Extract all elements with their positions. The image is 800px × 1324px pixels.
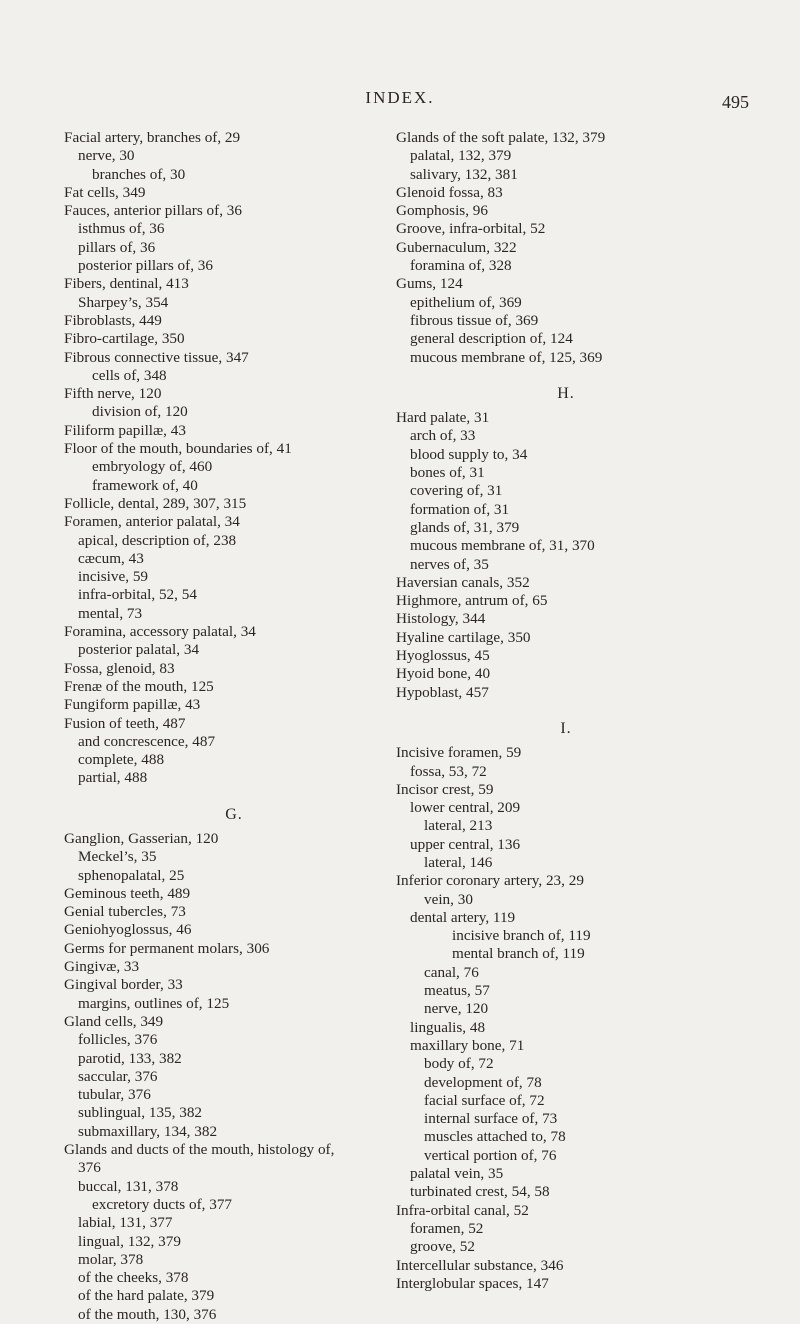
index-subentry: follicles, 376 xyxy=(78,1031,158,1049)
index-entry: Glands and ducts of the mouth, histology of, xyxy=(64,1141,335,1159)
index-subentry: buccal, 131, 378 xyxy=(78,1177,179,1195)
index-subentry: framework of, 40 xyxy=(92,476,198,494)
index-subentry: division of, 120 xyxy=(92,403,188,421)
index-subentry: cells of, 348 xyxy=(92,366,167,384)
index-subentry: mental, 73 xyxy=(78,604,143,622)
index-subentry: of the hard palate, 379 xyxy=(78,1287,215,1305)
index-entry: Incisive foramen, 59 xyxy=(396,744,522,762)
index-subentry: covering of, 31 xyxy=(410,482,503,500)
index-subentry: bones of, 31 xyxy=(410,464,485,482)
index-subentry: complete, 488 xyxy=(78,751,165,769)
index-entry: Glenoid fossa, 83 xyxy=(396,183,503,201)
index-entry: Gomphosis, 96 xyxy=(396,202,488,220)
index-entry: Fibers, dentinal, 413 xyxy=(64,275,189,293)
index-subentry: lower central, 209 xyxy=(410,799,521,817)
index-entry: Facial artery, branches of, 29 xyxy=(64,129,241,146)
index-entry: Highmore, antrum of, 65 xyxy=(396,592,548,610)
index-entry: Foramina, accessory palatal, 34 xyxy=(64,623,256,641)
index-subentry: lingual, 132, 379 xyxy=(78,1232,181,1250)
index-entry: Germs for permanent molars, 306 xyxy=(64,939,270,957)
index-entry: Fauces, anterior pillars of, 36 xyxy=(64,202,242,220)
index-subentry: sphenopalatal, 25 xyxy=(78,866,185,884)
index-subentry: of the cheeks, 378 xyxy=(78,1269,189,1287)
index-entry: Fossa, glenoid, 83 xyxy=(64,659,175,677)
index-subentry: salivary, 132, 381 xyxy=(410,165,518,183)
index-entry-continuation: 376 xyxy=(78,1159,101,1177)
index-entry: Frenæ of the mouth, 125 xyxy=(64,677,214,695)
index-subentry: isthmus of, 36 xyxy=(78,220,165,238)
index-entry: Genial tubercles, 73 xyxy=(64,903,186,921)
section-letter-heading: I. xyxy=(560,719,572,737)
index-subentry: muscles attached to, 78 xyxy=(424,1128,566,1146)
index-entry: Gums, 124 xyxy=(396,275,463,293)
index-subentry: fossa, 53, 72 xyxy=(410,762,487,780)
index-subentry: of the mouth, 130, 376 xyxy=(78,1305,217,1323)
index-entry: Floor of the mouth, boundaries of, 41 xyxy=(64,440,292,458)
page-number: 495 xyxy=(722,92,749,112)
index-subentry: pillars of, 36 xyxy=(78,238,156,256)
index-subentry: and concrescence, 487 xyxy=(78,732,216,750)
index-subentry: canal, 76 xyxy=(424,963,479,981)
index-subentry: partial, 488 xyxy=(78,769,148,787)
index-subentry: groove, 52 xyxy=(410,1238,475,1256)
index-subentry: nerve, 30 xyxy=(78,147,135,165)
index-subentry: maxillary bone, 71 xyxy=(410,1036,525,1054)
index-entry: Intercellular substance, 346 xyxy=(396,1256,564,1274)
index-entry: Filiform papillæ, 43 xyxy=(64,421,186,439)
index-entry: Geminous teeth, 489 xyxy=(64,884,191,902)
index-entry: Groove, infra-orbital, 52 xyxy=(396,220,546,238)
index-subentry: nerve, 120 xyxy=(424,1000,489,1018)
index-entry: Hypoblast, 457 xyxy=(396,683,489,701)
index-entry: Hyoid bone, 40 xyxy=(396,665,491,683)
index-subentry: palatal vein, 35 xyxy=(410,1165,504,1183)
index-subentry: saccular, 376 xyxy=(78,1067,158,1085)
index-entry: Glands of the soft palate, 132, 379 xyxy=(396,129,606,146)
index-subentry: formation of, 31 xyxy=(410,500,510,518)
index-subentry: meatus, 57 xyxy=(424,982,490,1000)
index-subentry: excretory ducts of, 377 xyxy=(92,1195,233,1213)
index-entry: Fungiform papillæ, 43 xyxy=(64,696,201,714)
index-subentry: general description of, 124 xyxy=(410,330,573,348)
index-subentry: Sharpey’s, 354 xyxy=(78,293,169,311)
index-subentry: branches of, 30 xyxy=(92,165,186,183)
index-subentry: infra-orbital, 52, 54 xyxy=(78,586,197,604)
index-entry: Fibro-cartilage, 350 xyxy=(64,330,185,348)
index-entry: Gland cells, 349 xyxy=(64,1012,164,1030)
index-entry: Fat cells, 349 xyxy=(64,183,146,201)
index-subentry: lateral, 146 xyxy=(424,853,493,871)
index-column-right xyxy=(396,129,736,1293)
section-letter-heading: H. xyxy=(557,384,575,402)
index-subentry: submaxillary, 134, 382 xyxy=(78,1122,218,1140)
index-entry: Fusion of teeth, 487 xyxy=(64,714,186,732)
index-subentry: cæcum, 43 xyxy=(78,549,144,567)
index-subentry: Meckel’s, 35 xyxy=(78,848,157,866)
index-subentry: incisive, 59 xyxy=(78,568,149,586)
index-subentry: foramen, 52 xyxy=(410,1219,484,1237)
index-subentry: nerves of, 35 xyxy=(410,555,489,573)
index-entry: Hyaline cartilage, 350 xyxy=(396,628,531,646)
index-entry: Histology, 344 xyxy=(396,610,486,628)
index-subentry: internal surface of, 73 xyxy=(424,1110,558,1128)
index-subentry: body of, 72 xyxy=(424,1055,494,1073)
index-entry: Follicle, dental, 289, 307, 315 xyxy=(64,494,247,512)
index-subentry: posterior palatal, 34 xyxy=(78,641,200,659)
index-entry: Fifth nerve, 120 xyxy=(64,385,162,403)
running-head-title: INDEX. xyxy=(365,88,435,107)
index-subentry: foramina of, 328 xyxy=(410,257,512,275)
index-subentry: turbinated crest, 54, 58 xyxy=(410,1183,550,1201)
index-subentry: epithelium of, 369 xyxy=(410,293,522,311)
index-entry: Gubernaculum, 322 xyxy=(396,238,517,256)
index-subentry: glands of, 31, 379 xyxy=(410,518,520,536)
index-subentry: mental branch of, 119 xyxy=(452,945,585,963)
index-subentry: development of, 78 xyxy=(424,1073,542,1091)
index-subentry: embryology of, 460 xyxy=(92,458,213,476)
index-subentry: upper central, 136 xyxy=(410,835,521,853)
index-entry: Interglobular spaces, 147 xyxy=(396,1274,549,1292)
index-entry: Ganglion, Gasserian, 120 xyxy=(64,829,219,847)
index-entry: Fibrous connective tissue, 347 xyxy=(64,348,249,366)
index-entry: Hyoglossus, 45 xyxy=(396,647,490,665)
index-entry: Fibroblasts, 449 xyxy=(64,311,162,329)
index-subentry: parotid, 133, 382 xyxy=(78,1049,182,1067)
index-subentry: sublingual, 135, 382 xyxy=(78,1104,203,1122)
index-entry: Geniohyoglossus, 46 xyxy=(64,921,192,939)
index-subentry: vein, 30 xyxy=(424,890,473,908)
index-subentry: fibrous tissue of, 369 xyxy=(410,311,539,329)
index-subentry: facial surface of, 72 xyxy=(424,1091,545,1109)
index-subentry: blood supply to, 34 xyxy=(410,445,528,463)
index-subentry: tubular, 376 xyxy=(78,1086,151,1104)
index-entry: Incisor crest, 59 xyxy=(396,780,494,798)
section-letter-heading: G. xyxy=(225,805,243,823)
index-subentry: palatal, 132, 379 xyxy=(410,147,512,165)
index-entry: Gingivæ, 33 xyxy=(64,958,140,976)
index-subentry: lingualis, 48 xyxy=(410,1018,486,1036)
index-subentry: mucous membrane of, 125, 369 xyxy=(410,348,603,366)
index-subentry: labial, 131, 377 xyxy=(78,1214,173,1232)
index-column-left xyxy=(64,129,404,1324)
index-entry: Foramen, anterior palatal, 34 xyxy=(64,513,240,531)
index-entry: Hard palate, 31 xyxy=(396,409,490,427)
index-entry: Infra-orbital canal, 52 xyxy=(396,1201,529,1219)
index-subentry: incisive branch of, 119 xyxy=(452,927,591,945)
index-subentry: posterior pillars of, 36 xyxy=(78,257,213,275)
index-subentry: arch of, 33 xyxy=(410,427,476,445)
index-subentry: vertical portion of, 76 xyxy=(424,1146,557,1164)
index-entry: Gingival border, 33 xyxy=(64,976,183,994)
index-subentry: dental artery, 119 xyxy=(410,908,516,926)
index-entry: Haversian canals, 352 xyxy=(396,573,530,591)
index-subentry: lateral, 213 xyxy=(424,817,493,835)
index-subentry: molar, 378 xyxy=(78,1250,144,1268)
index-subentry: mucous membrane of, 31, 370 xyxy=(410,537,595,555)
index-subentry: apical, description of, 238 xyxy=(78,531,237,549)
index-entry: Inferior coronary artery, 23, 29 xyxy=(396,872,584,890)
index-subentry: margins, outlines of, 125 xyxy=(78,994,230,1012)
